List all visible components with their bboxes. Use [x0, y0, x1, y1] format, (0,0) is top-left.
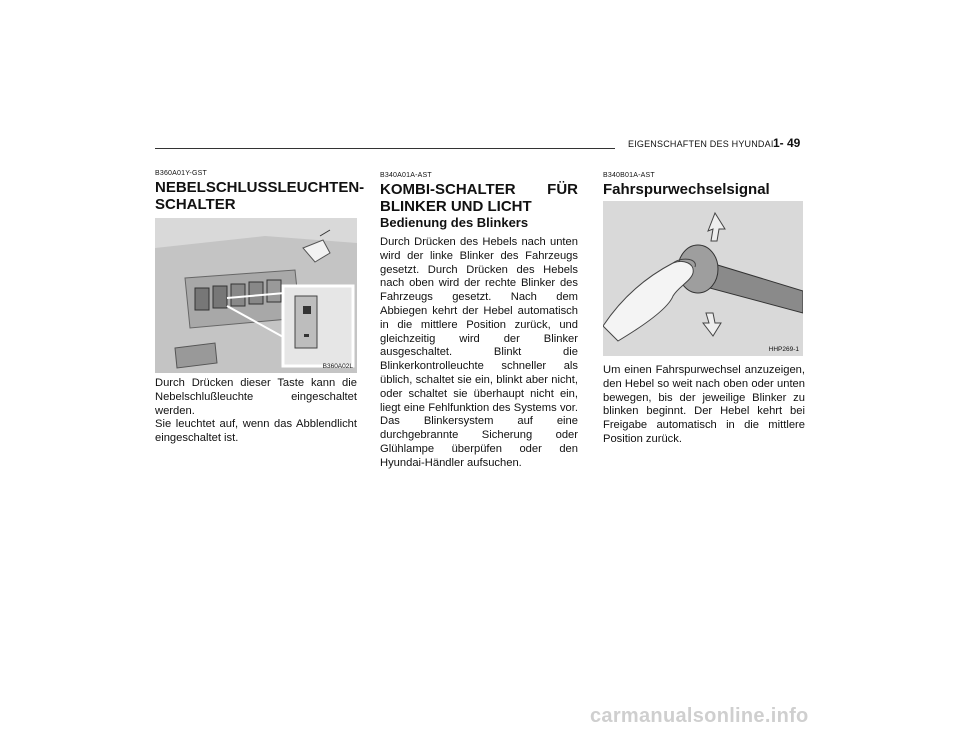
- body-paragraph: Durch Drücken des Hebels nach unten wird der linke Blinker des Fahrzeugs gesetzt. Durch Drücken des Hebels nach oben wird der rechte Blinker des Fahrzeugs gesetzt. Nach dem Abbiegen kehrt der Hebel automatisch in die mittlere Position zurück, und gleichzeitig wird der Blinker ausgeschaltet. Blinkt die Blinkerkontrolleuchte schneller als üblich, schaltet sie ein, blinkt aber nicht, oder schaltet sie überhaupt nicht ein, liegt eine Fehlfunktion des Systems vor. Das Blinkersystem auf eine durchgebrannte Sicherung oder Glühlampe überpüfen oder den Hyundai-Händler aufsuchen.: [380, 236, 578, 469]
- figure-code: HHP269-1: [768, 346, 799, 353]
- turn-signal-lever-illustration-icon: [603, 201, 803, 356]
- section-title: Fahrspurwechselsignal: [603, 181, 770, 198]
- section-subtitle: Bedienung des Blinkers: [380, 215, 529, 230]
- turn-signal-section: [380, 172, 578, 471]
- section-title: KOMBI-SCHALTER FÜR BLINKER UND LICHT: [380, 181, 578, 215]
- section-title: NEBELSCHLUSSLEUCHTEN-SCHALTER: [155, 179, 365, 213]
- page-number: 1- 49: [773, 136, 801, 150]
- lever-figure: [603, 201, 803, 356]
- section-header: EIGENSCHAFTEN DES HYUNDAI: [628, 139, 774, 149]
- section-code: B360A01Y-GST: [155, 170, 207, 177]
- watermark: carmanualsonline.info: [590, 705, 809, 727]
- section-body: [155, 377, 357, 446]
- section-code: B340A01A-AST: [380, 172, 432, 179]
- lane-change-section: [603, 172, 805, 447]
- section-body: [603, 364, 805, 447]
- header-rule: [155, 148, 615, 149]
- fog-light-section: [155, 170, 365, 446]
- section-code: B340B01A-AST: [603, 172, 655, 179]
- body-paragraph: Durch Drücken dieser Taste kann die Nebelschlußleuchte eingeschaltet werden.: [155, 377, 357, 417]
- figure-code: B360A02L: [322, 363, 353, 370]
- body-paragraph: Um einen Fahrspurwechsel anzuzeigen, den Hebel so weit nach oben oder unten bewegen, bis der jeweilige Blinker zu blinken beginnt. Der Hebel kehrt bei Freigabe automatisch in die mittlere Position zurück.: [603, 364, 805, 445]
- body-paragraph: Sie leuchtet auf, wenn das Abblendlicht eingeschaltet ist.: [155, 418, 357, 445]
- fog-switch-panel-illustration-icon: [155, 218, 357, 373]
- fog-switch-figure: [155, 218, 357, 373]
- section-body: [380, 236, 578, 471]
